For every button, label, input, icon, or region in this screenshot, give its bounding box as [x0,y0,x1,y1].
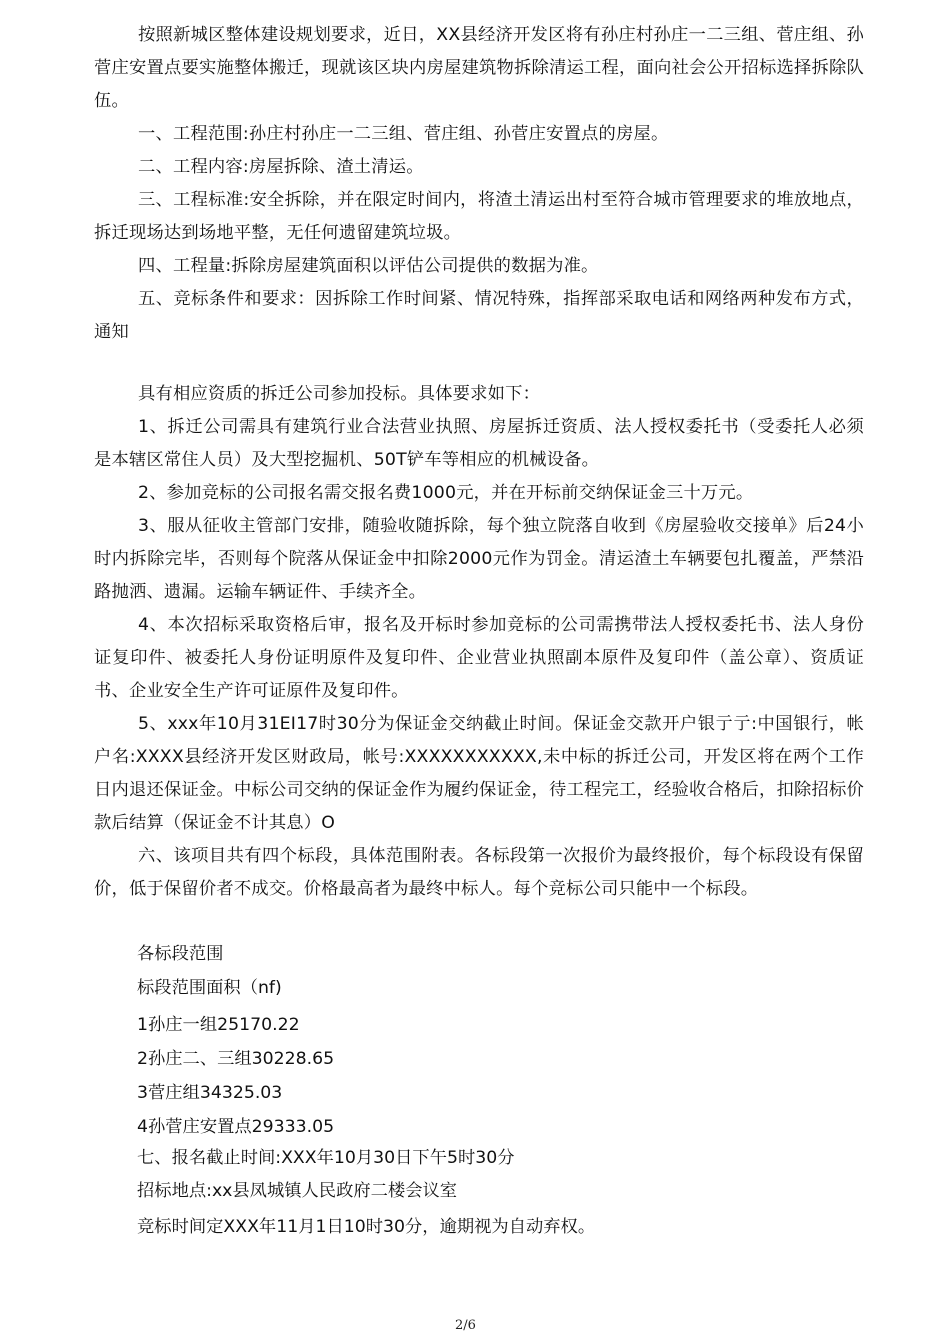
requirement-item-2: 2、参加竞标的公司报名需交报名费1000元，并在开标前交纳保证金三十万元。 [138,483,754,503]
section-row-4: 4孙菅庄安置点29333.05 [137,1117,335,1137]
intro-section [94,19,864,349]
requirement-item-4: 4、本次招标采取资格后审，报名及开标时参加竞标的公司需携带法人授权委托书、法人身份证复印件、被委托人身份证明原件及复印件、企业营业执照副本原件及复印件（盖公章）、资质证书、企业安全生产许可证原件及复印件。 [94,615,864,701]
standard-paragraph: 三、工程标准:安全拆除，并在限定时间内，将渣土清运出村至符合城市管理要求的堆放地点，拆迁现场达到场地平整，无任何遗留建筑垃圾。 [94,190,864,243]
requirement-item-5: 5、xxx年10月31EI17时30分为保证金交纳截止时间。保证金交款开户银亍亍:中国银行，帐户名:XXXX县经济开发区财政局，帐号:XXXXXXXXXXX,未中标的拆迁公司，开发区将在两个工作日内退还保证金。中标公司交纳的保证金作为履约保证金，待工程完工，经验收合格后，扣除招标价款后结算（保证金不计其息）O [94,714,864,833]
tender-location: 招标地点:xx县凤城镇人民政府二楼会议室 [137,1181,458,1201]
bidding-time: 竞标时间定XXX年11月1日10时30分，逾期视为自动弃权。 [137,1217,596,1237]
registration-deadline: 七、报名截止时间:XXX年10月30日下午5时30分 [137,1148,515,1168]
section-row-3: 3菅庄组34325.03 [137,1083,283,1103]
requirement-item-1: 1、拆迁公司需具有建筑行业合法营业执照、房屋拆迁资质、法人授权委托书（受委托人必须是本辖区常住人员）及大型挖掘机、50T铲车等相应的机械设备。 [94,417,864,470]
sections-area-header: 标段范围面积（nf) [137,978,282,998]
requirements-section [94,378,864,906]
quantity-paragraph: 四、工程量:拆除房屋建筑面积以评估公司提供的数据为准。 [138,256,599,276]
conditions-paragraph: 五、竞标条件和要求：因拆除工作时间紧、情况特殊，指挥部采取电话和网络两种发布方式，通知 [94,289,864,342]
scope-paragraph: 一、工程范围:孙庄村孙庄一二三组、菅庄组、孙菅庄安置点的房屋。 [138,124,669,144]
section-row-1: 1孙庄一组25170.22 [137,1015,300,1035]
sections-range-heading: 各标段范围 [137,944,224,964]
intro-paragraph: 按照新城区整体建设规划要求，近日，XX县经济开发区将有孙庄村孙庄一二三组、菅庄组、孙菅庄安置点要实施整体搬迁，现就该区块内房屋建筑物拆除清运工程，面向社会公开招标选择拆除队伍。 [94,25,864,111]
section-row-2: 2孙庄二、三组30228.65 [137,1049,335,1069]
requirement-item-3: 3、服从征收主管部门安排，随验收随拆除，每个独立院落自收到《房屋验收交接单》后24小时内拆除完毕，否则每个院落从保证金中扣除2000元作为罚金。清运渣土车辆要包扎覆盖，严禁沿路抛洒、遗漏。运输车辆证件、手续齐全。 [94,516,864,602]
sections-paragraph: 六、该项目共有四个标段，具体范围附表。各标段第一次报价为最终报价，每个标段设有保留价，低于保留价者不成交。价格最高者为最终中标人。每个竞标公司只能中一个标段。 [94,846,864,899]
requirements-intro: 具有相应资质的拆迁公司参加投标。具体要求如下： [138,384,541,404]
content-paragraph: 二、工程内容:房屋拆除、渣土清运。 [138,157,424,177]
page-number: 2/6 [455,1318,476,1333]
